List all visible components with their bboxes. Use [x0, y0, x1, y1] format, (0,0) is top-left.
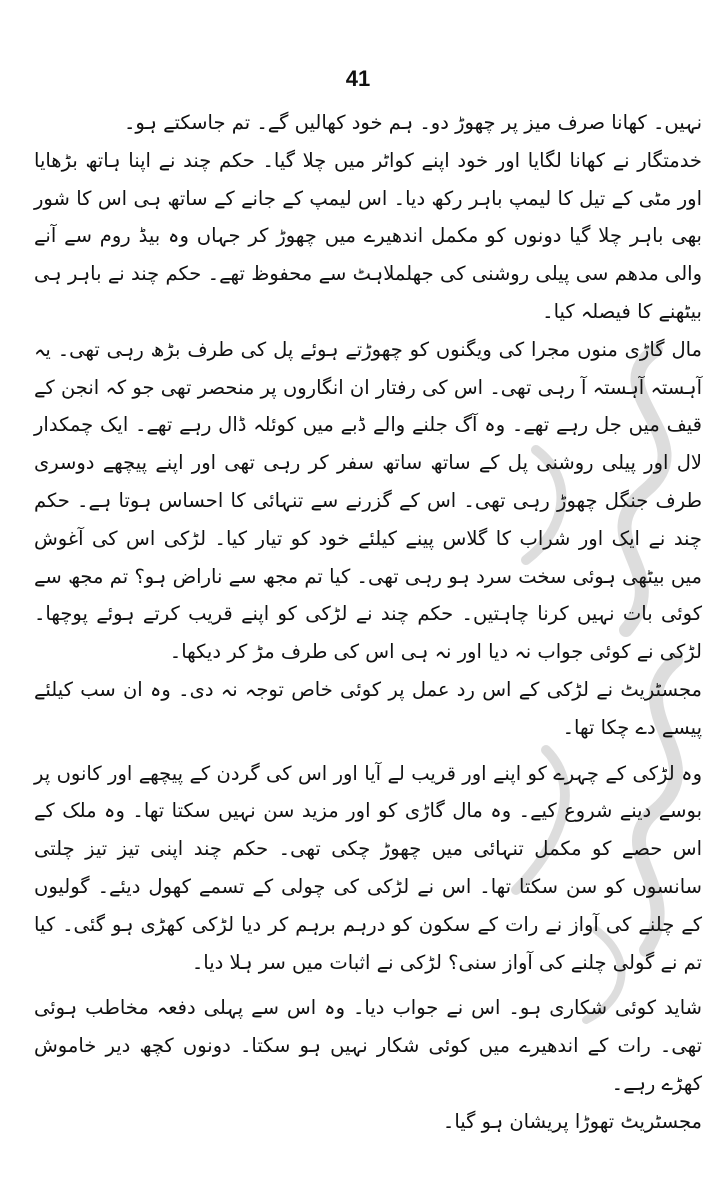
paragraph-6: شاید کوئی شکاری ہو۔ اس نے جواب دیا۔ وہ اس سے پہلی دفعہ مخاطب ہوئی تھی۔ رات کے اندھیرے میں کوئی شکار نہیں ہو سکتا۔ دونوں کچھ دیر خاموش کھڑے رہے۔ — [34, 996, 702, 1095]
body-text — [34, 104, 702, 1141]
paragraph-4: مجسٹریٹ نے لڑکی کے اس رد عمل پر کوئی خاص توجہ نہ دی۔ وہ ان سب کیلئے پیسے دے چکا تھا۔ — [34, 677, 702, 739]
paragraph-2: خدمتگار نے کھانا لگایا اور خود اپنے کواٹر میں چلا گیا۔ حکم چند نے اپنا ہاتھ بڑھایا اور مٹی کے تیل کا لیمپ باہر رکھ دیا۔ اس لیمپ کے جانے کے ساتھ ہی اس کا شور بھی باہر چلا گیا دونوں کو مکمل اندھیرے میں چھوڑ کر جہاں وہ بیڈ روم سے آنے والی مدھم سی پیلی روشنی کی جھلملاہٹ سے محفوظ تھے۔ حکم چند نے باہر ہی بیٹھنے کا فیصلہ کیا۔ — [34, 148, 702, 323]
paragraph-7: مجسٹریٹ تھوڑا پریشان ہو گیا۔ — [442, 1109, 702, 1133]
paragraph-3: مال گاڑی منوں مجرا کی ویگنوں کو چھوڑتے ہوئے پل کی طرف بڑھ رہی تھی۔ یہ آہستہ آہستہ آ رہی تھی۔ اس کی رفتار ان انگاروں پر منحصر تھی جو کہ انجن کے قیف میں جل رہے تھے۔ وہ آگ جلنے والے ڈبے میں کوئلہ ڈال رہے تھے۔ ایک چمکدار لال اور پیلی روشنی پل کے ساتھ ساتھ سفر کر رہی تھی اور اپنے پیچھے دوسری طرف جنگل چھوڑ رہی تھی۔ اس کے گزرنے سے تنہائی کا احساس ہوتا ہے۔ حکم چند نے ایک اور شراب کا گلاس پینے کیلئے خود کو تیار کیا۔ لڑکی اس کی آغوش میں بیٹھی ہوئی سخت سرد ہو رہی تھی۔ کیا تم مجھ سے ناراض ہو؟ تم مجھ سے کوئی بات نہیں کرنا چاہتیں۔ حکم چند نے لڑکی کو اپنے قریب کرتے ہوئے پوچھا۔ لڑکی نے کوئی جواب نہ دیا اور نہ ہی اس کی طرف مڑ کر دیکھا۔ — [34, 337, 702, 664]
page-number: 41 — [345, 66, 371, 91]
paragraph-1: نہیں۔ کھانا صرف میز پر چھوڑ دو۔ ہم خود کھالیں گے۔ تم جاسکتے ہو۔ — [123, 111, 702, 134]
paragraph-5: وہ لڑکی کے چہرے کو اپنے اور قریب لے آیا اور اس کی گردن کے پیچھے اور کانوں پر بوسے دینے شروع کیے۔ وہ مال گاڑی کو اور مزید سن نہیں سکتا تھا۔ وہ ملک کے اس حصے کو مکمل تنہائی میں چھوڑ چکی تھی۔ حکم چند اپنی تیز تیز چلتی سانسوں کو سن سکتا تھا۔ اس نے لڑکی کی چولی کے تسمے کھول دیئے۔ گولیوں کے چلنے کی آواز نے رات کے سکون کو درہم برہم کر دیا لڑکی کھڑی ہو گئی۔ کیا تم نے گولی چلنے کی آواز سنی؟ لڑکی نے اثبات میں سر ہلا دیا۔ — [34, 761, 702, 974]
